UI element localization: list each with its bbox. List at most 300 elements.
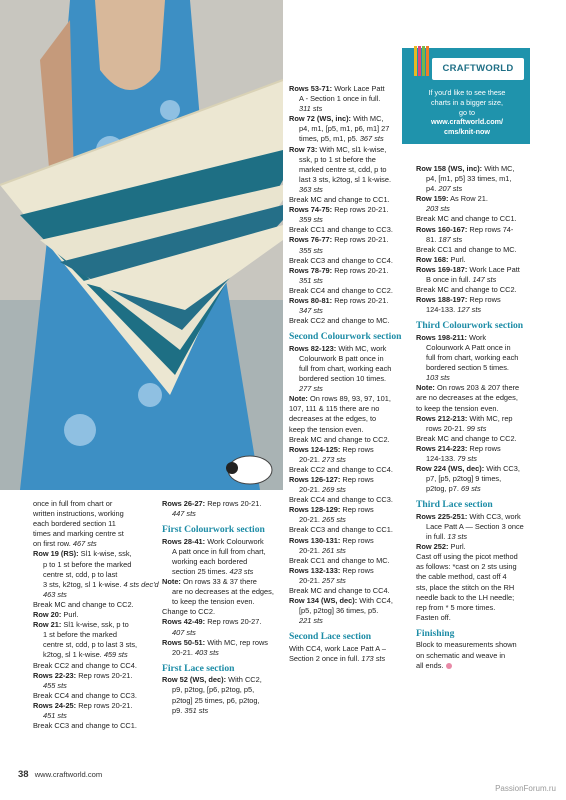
stitch-count: 187 sts <box>438 234 463 244</box>
row-label: Rows 28-41: <box>162 536 206 546</box>
row-text: bordered section 10 times. <box>299 374 387 384</box>
text-line <box>416 225 550 235</box>
row-label: Rows 214-223: <box>416 443 468 453</box>
text-line <box>162 557 286 567</box>
text-line <box>33 640 163 650</box>
row-text: Break CC3 and change to CC4. <box>289 255 393 265</box>
text-line <box>289 175 413 185</box>
row-text: last 3 sts, k2tog, sl 1 k-wise. <box>299 174 392 184</box>
row-text: each bordered section 11 <box>33 519 116 529</box>
text-line <box>416 305 550 315</box>
row-text: Break MC and change to CC1. <box>289 195 390 205</box>
text-line <box>416 194 550 204</box>
row-text: [p5, p2tog] 36 times, p5. <box>299 606 379 616</box>
row-text: As Row 21. <box>450 194 488 204</box>
row-label: Note: <box>416 383 435 393</box>
row-label: Rows 198-211: <box>416 332 467 342</box>
text-line <box>33 661 163 671</box>
craftworld-logo-bars <box>414 46 429 76</box>
text-line <box>416 603 550 613</box>
row-text: 20-21. <box>299 545 320 555</box>
row-text: p4. <box>426 184 437 194</box>
text-line <box>289 404 413 414</box>
text-line <box>289 195 413 205</box>
heading-second-colourwork: Second Colourwork section <box>289 331 402 343</box>
text-line <box>162 628 286 638</box>
text-line <box>289 155 413 165</box>
stitch-count: 367 sts <box>359 134 384 144</box>
text-line <box>416 512 550 522</box>
row-text: centre st, cdd, p to last <box>43 569 118 579</box>
row-text: Change to CC2. <box>162 607 215 617</box>
text-line <box>289 316 413 326</box>
stitch-count: 4 sts dec'd <box>123 579 159 589</box>
text-line <box>416 265 550 275</box>
text-line <box>416 363 550 373</box>
row-label: Note: <box>162 577 181 587</box>
stitch-count: 13 sts <box>447 532 468 542</box>
row-text: Rep rows 20-21. <box>78 670 133 680</box>
page-footer <box>18 769 102 780</box>
row-label: Rows 128-129: <box>289 505 341 515</box>
row-text: on first row. <box>33 539 71 549</box>
text-line <box>416 434 550 444</box>
row-text: p4, [m1, p5] 33 times, m1, <box>426 174 512 184</box>
row-text: Rep rows <box>469 295 501 305</box>
stitch-count: 261 sts <box>322 545 346 555</box>
text-line <box>289 256 413 266</box>
row-text: With CC3, work <box>469 511 521 521</box>
row-text: 124-133. <box>426 454 456 464</box>
row-text: section 25 times. <box>172 566 228 576</box>
text-line <box>416 343 550 353</box>
text-line <box>33 701 163 711</box>
stitch-count: 173 sts <box>361 653 386 663</box>
row-text: With CC3, <box>486 464 520 474</box>
text-line <box>416 373 550 383</box>
row-label: Note: <box>289 394 308 404</box>
row-text: Rep rows 20-21. <box>334 205 389 215</box>
text-line <box>289 215 413 225</box>
row-text: Cast off using the picot method <box>416 552 518 562</box>
row-text: 107, 111 & 115 there are no <box>289 404 380 414</box>
text-line <box>289 654 413 664</box>
text-line <box>162 675 286 685</box>
text-line <box>33 499 163 509</box>
text-line <box>162 537 286 547</box>
text-line <box>416 562 550 572</box>
row-text: Break CC1 and change to MC. <box>289 555 390 565</box>
text-line <box>33 620 163 630</box>
text-line <box>416 333 550 343</box>
text-line <box>33 509 163 519</box>
text-line <box>416 214 550 224</box>
row-text: Rep rows 20-21. <box>334 265 389 275</box>
row-text: 447 sts <box>172 509 196 519</box>
text-line <box>289 225 413 235</box>
craftworld-link[interactable]: www.craftworld.com/ <box>430 117 504 127</box>
row-text: Break MC and change to CC2. <box>33 599 134 609</box>
text-line <box>289 145 413 155</box>
text-line <box>416 661 550 671</box>
text-line <box>33 630 163 640</box>
row-label: Rows 130-131: <box>289 535 341 545</box>
craftworld-logo-text: CRAFTWORLD <box>442 63 514 74</box>
text-line <box>416 593 550 603</box>
row-text: once in full from chart or <box>33 499 113 508</box>
row-text: Break CC3 and change to CC1. <box>33 721 137 731</box>
row-label: Row 168: <box>416 254 449 264</box>
row-text: needle back to the LH needle; <box>416 592 515 602</box>
craftworld-note <box>408 88 526 137</box>
row-text: Colourwork A Patt once in <box>426 343 511 352</box>
text-line <box>162 547 286 557</box>
text-line <box>416 613 550 623</box>
footer-url[interactable]: www.craftworld.com <box>34 770 103 779</box>
text-line <box>416 651 550 661</box>
text-line <box>289 296 413 306</box>
stitch-count: 423 sts <box>229 566 254 576</box>
row-label: Row 158 (WS, inc): <box>416 164 483 173</box>
row-label: Row 134 (WS, dec): <box>289 596 358 606</box>
row-text: 20-21. <box>172 647 193 657</box>
text-line <box>289 165 413 175</box>
row-text: p7, [p5, p2tog] 9 times, <box>426 474 502 484</box>
row-text: centre st, cdd, p to last 3 sts, <box>43 640 138 650</box>
row-text: decreases at the edges, to <box>289 414 377 424</box>
text-line <box>162 685 286 695</box>
row-label: Row 73: <box>289 144 318 154</box>
row-text: p2tog] 25 times, p6, p2tog, <box>172 695 260 705</box>
heading-third-colourwork: Third Colourwork section <box>416 320 524 332</box>
row-text: 81. <box>426 234 437 244</box>
text-line <box>416 583 550 593</box>
row-text: Break MC and change to CC4. <box>289 586 390 595</box>
column-4 <box>416 164 550 671</box>
text-line <box>289 414 413 424</box>
row-text: Work <box>469 332 487 342</box>
text-line <box>289 465 413 475</box>
text-line <box>289 266 413 276</box>
row-text: times, p5, m1, p5. <box>299 134 358 144</box>
row-text: Break MC and change to CC2. <box>416 433 517 443</box>
row-text: Break MC and change to CC2. <box>416 285 517 295</box>
text-line <box>289 536 413 546</box>
text-line <box>162 706 286 716</box>
text-line <box>416 235 550 245</box>
row-text: Break CC3 and change to CC1. <box>289 525 393 535</box>
row-text: Rep rows <box>342 565 374 575</box>
text-line <box>33 519 163 529</box>
craftworld-note-line: go to <box>459 107 475 117</box>
row-text: Rep rows <box>342 505 374 515</box>
row-label: Rows 78-79: <box>289 265 333 275</box>
row-label: Row 224 (WS, dec): <box>416 464 485 474</box>
row-label: Rows 24-25: <box>33 700 77 710</box>
row-text: Rep rows <box>469 443 501 453</box>
text-line <box>289 344 413 354</box>
text-line <box>33 560 163 570</box>
text-line <box>416 474 550 484</box>
row-text: With CC4, <box>359 596 393 606</box>
text-line <box>33 529 163 539</box>
row-text: to keep the tension even. <box>416 403 499 413</box>
row-text: A patt once in full from chart, <box>172 546 266 556</box>
row-text: Rep rows 74- <box>469 224 514 234</box>
column-3 <box>289 84 413 664</box>
text-line <box>289 455 413 465</box>
text-line <box>289 246 413 256</box>
row-label: Row 52 (WS, dec): <box>162 675 227 685</box>
heading-first-lace: First Lace section <box>162 662 235 674</box>
row-text: With MC, <box>484 164 515 173</box>
text-line <box>162 509 286 519</box>
text-line <box>289 286 413 296</box>
row-text: 3 sts, k2tog, sl 1 k-wise. <box>43 579 122 589</box>
text-line <box>33 711 163 721</box>
row-text: B once in full. <box>426 275 471 285</box>
stitch-count: 147 sts <box>472 275 497 285</box>
row-label: Rows 212-213: <box>416 413 468 423</box>
text-line <box>416 532 550 542</box>
row-text: p4, m1, [p5, m1, p6, m1] 27 <box>299 124 390 134</box>
row-label: Rows 50-51: <box>162 637 206 647</box>
row-label: Rows 225-251: <box>416 511 468 521</box>
text-line <box>289 616 413 626</box>
text-line <box>162 696 286 706</box>
row-text: 359 sts <box>299 215 323 225</box>
text-line <box>416 295 550 305</box>
row-text: Rep rows 20-27. <box>207 617 262 627</box>
row-label: Rows 160-167: <box>416 224 468 234</box>
text-line <box>289 114 413 124</box>
row-text: 355 sts <box>299 245 323 255</box>
row-text: Break MC and change to CC1. <box>416 214 517 224</box>
text-line <box>289 205 413 215</box>
row-text: 311 sts <box>299 104 323 114</box>
stitch-count: 459 sts <box>103 650 128 660</box>
craftworld-logo <box>432 58 524 80</box>
row-label: Rows 53-71: <box>289 84 333 93</box>
craftworld-note-line: If you'd like to see these <box>428 88 506 97</box>
heading-first-colourwork: First Colourwork section <box>162 524 265 536</box>
row-text: 363 sts <box>299 184 323 194</box>
row-text: Purl. <box>450 254 466 264</box>
text-line <box>289 566 413 576</box>
row-text: 451 sts <box>43 710 67 720</box>
row-text: 20-21. <box>299 454 320 464</box>
stitch-count: 269 sts <box>322 485 346 495</box>
row-text: rep from * 5 more times. <box>416 602 496 612</box>
text-line <box>289 124 413 134</box>
row-label: Rows 82-123: <box>289 343 337 353</box>
text-line <box>289 425 413 435</box>
text-line <box>33 549 163 559</box>
row-label: Rows 80-81: <box>289 295 333 305</box>
row-text: p to 1 st before the marked <box>43 559 132 569</box>
row-text: 277 sts <box>299 384 323 394</box>
row-text: With MC, <box>353 114 384 124</box>
row-text: Rep rows <box>342 535 374 545</box>
row-text: in full. <box>426 532 446 542</box>
row-text: Rep rows 20-21. <box>334 235 389 245</box>
row-text: 347 sts <box>299 306 323 316</box>
row-label: Rows 126-127: <box>289 474 341 484</box>
row-text: 103 sts <box>426 373 450 383</box>
text-line <box>33 671 163 681</box>
row-text: Section 2 once in full. <box>289 653 360 663</box>
text-line <box>289 94 413 104</box>
text-line <box>289 134 413 144</box>
row-text: Break CC4 and change to CC3. <box>289 495 393 505</box>
text-line <box>289 445 413 455</box>
text-line <box>416 522 550 532</box>
row-text: Rep rows <box>342 444 374 454</box>
row-text: marked centre st, cdd, p to <box>299 164 387 174</box>
row-text: Work Colourwork <box>207 536 264 546</box>
text-line <box>33 610 163 620</box>
row-text: Break CC2 and change to CC4. <box>289 464 393 474</box>
text-line <box>33 539 163 549</box>
row-text: sts, place the stitch on the RH <box>416 582 515 592</box>
row-text: p2tog, p7. <box>426 484 459 494</box>
end-bullet-icon <box>446 663 452 669</box>
row-text: 463 sts <box>43 589 67 599</box>
row-text: rows 20-21. <box>426 423 465 433</box>
row-text: working each bordered <box>172 556 248 566</box>
row-text: 203 sts <box>426 204 450 214</box>
text-line <box>33 570 163 580</box>
row-text: Rep rows 20-21. <box>334 295 389 305</box>
text-line <box>289 435 413 445</box>
row-label: Rows 188-197: <box>416 295 468 305</box>
text-line <box>289 515 413 525</box>
text-line <box>33 600 163 610</box>
stitch-count: 467 sts <box>72 539 97 549</box>
text-line <box>416 542 550 552</box>
row-text: the cable method, cast off 4 <box>416 572 507 582</box>
row-label: Row 20: <box>33 610 62 620</box>
text-line <box>33 650 163 660</box>
row-label: Rows 22-23: <box>33 670 77 680</box>
shawl-photo-illustration <box>0 0 283 490</box>
row-text: Break MC and change to CC2. <box>289 434 390 444</box>
craftworld-note-line: charts in a bigger size, <box>431 97 503 107</box>
row-text: With CC2, <box>228 675 262 685</box>
row-text: Lace Patt A — Section 3 once <box>426 522 524 531</box>
text-line <box>162 607 286 617</box>
text-line <box>162 587 286 597</box>
text-line <box>289 495 413 505</box>
row-label: Rows 169-187: <box>416 264 468 274</box>
row-text: Purl. <box>450 542 466 552</box>
craftworld-link[interactable]: cms/knit-now <box>444 127 490 137</box>
text-line <box>416 414 550 424</box>
row-text: 1 st before the marked <box>43 630 117 640</box>
text-line <box>416 464 550 474</box>
text-line <box>289 276 413 286</box>
row-text: Colourwork B patt once in <box>299 353 384 363</box>
text-line <box>416 640 550 650</box>
text-line <box>33 691 163 701</box>
stitch-count: 79 sts <box>457 454 477 464</box>
text-line <box>416 164 550 174</box>
row-text: 124-133. <box>426 305 456 315</box>
row-text: Work Lace Patt <box>334 84 385 93</box>
row-text: Break CC4 and change to CC3. <box>33 690 137 700</box>
stitch-count: 257 sts <box>322 575 346 585</box>
page-number: 38 <box>18 769 29 780</box>
row-text: as follows: *cast on 2 sts using <box>416 562 517 572</box>
text-line <box>162 617 286 627</box>
row-text: Sl1 k-wise, ssk, p to <box>63 620 129 630</box>
row-text: With MC, work <box>338 343 387 353</box>
watermark: PassionForum.ru <box>495 784 556 793</box>
text-line <box>289 576 413 586</box>
text-line <box>162 499 286 509</box>
row-text: k2tog, sl 1 k-wise. <box>43 650 102 660</box>
text-line <box>416 404 550 414</box>
text-line <box>289 364 413 374</box>
text-line <box>416 552 550 562</box>
text-line <box>162 597 286 607</box>
text-line <box>416 444 550 454</box>
row-label: Rows 74-75: <box>289 205 333 215</box>
heading-finishing: Finishing <box>416 627 455 639</box>
text-line <box>416 275 550 285</box>
row-text: p9. <box>172 705 183 715</box>
text-line <box>289 644 413 654</box>
text-line <box>416 285 550 295</box>
row-text: Block to measurements shown <box>416 640 517 650</box>
row-label: Rows 124-125: <box>289 444 341 454</box>
text-line <box>289 394 413 404</box>
row-text: 221 sts <box>299 616 323 626</box>
row-text: Break CC2 and change to MC. <box>289 316 390 326</box>
text-line <box>289 475 413 485</box>
row-text: On rows 89, 93, 97, 101, <box>309 394 391 404</box>
stitch-count: 351 sts <box>184 705 209 715</box>
text-line <box>289 185 413 195</box>
text-line <box>416 454 550 464</box>
row-text: 351 sts <box>299 275 323 285</box>
text-line <box>162 577 286 587</box>
row-text: are no decreases at the edges, <box>172 587 274 597</box>
row-label: Rows 42-49: <box>162 617 206 627</box>
row-text: to keep the tension even. <box>172 597 255 607</box>
row-text: Break CC1 and change to MC. <box>416 244 517 254</box>
row-text: With MC, sl1 k-wise, <box>319 144 387 154</box>
row-label: Row 252: <box>416 542 449 552</box>
text-line <box>416 174 550 184</box>
text-line <box>416 484 550 494</box>
stitch-count: 265 sts <box>322 515 346 525</box>
text-line <box>289 485 413 495</box>
row-text: written instructions, working <box>33 509 124 519</box>
row-text: With MC, rep <box>469 413 513 423</box>
column-1 <box>33 499 163 731</box>
stitch-count: 273 sts <box>322 454 346 464</box>
text-line <box>162 648 286 658</box>
text-line <box>416 383 550 393</box>
text-line <box>33 721 163 731</box>
row-text: ssk, p to 1 st before the <box>299 154 376 164</box>
text-line <box>289 596 413 606</box>
row-text: Purl. <box>63 610 79 620</box>
column-2 <box>162 499 286 716</box>
row-text: 20-21. <box>299 575 320 585</box>
row-text: Rep rows 20-21. <box>78 700 133 710</box>
